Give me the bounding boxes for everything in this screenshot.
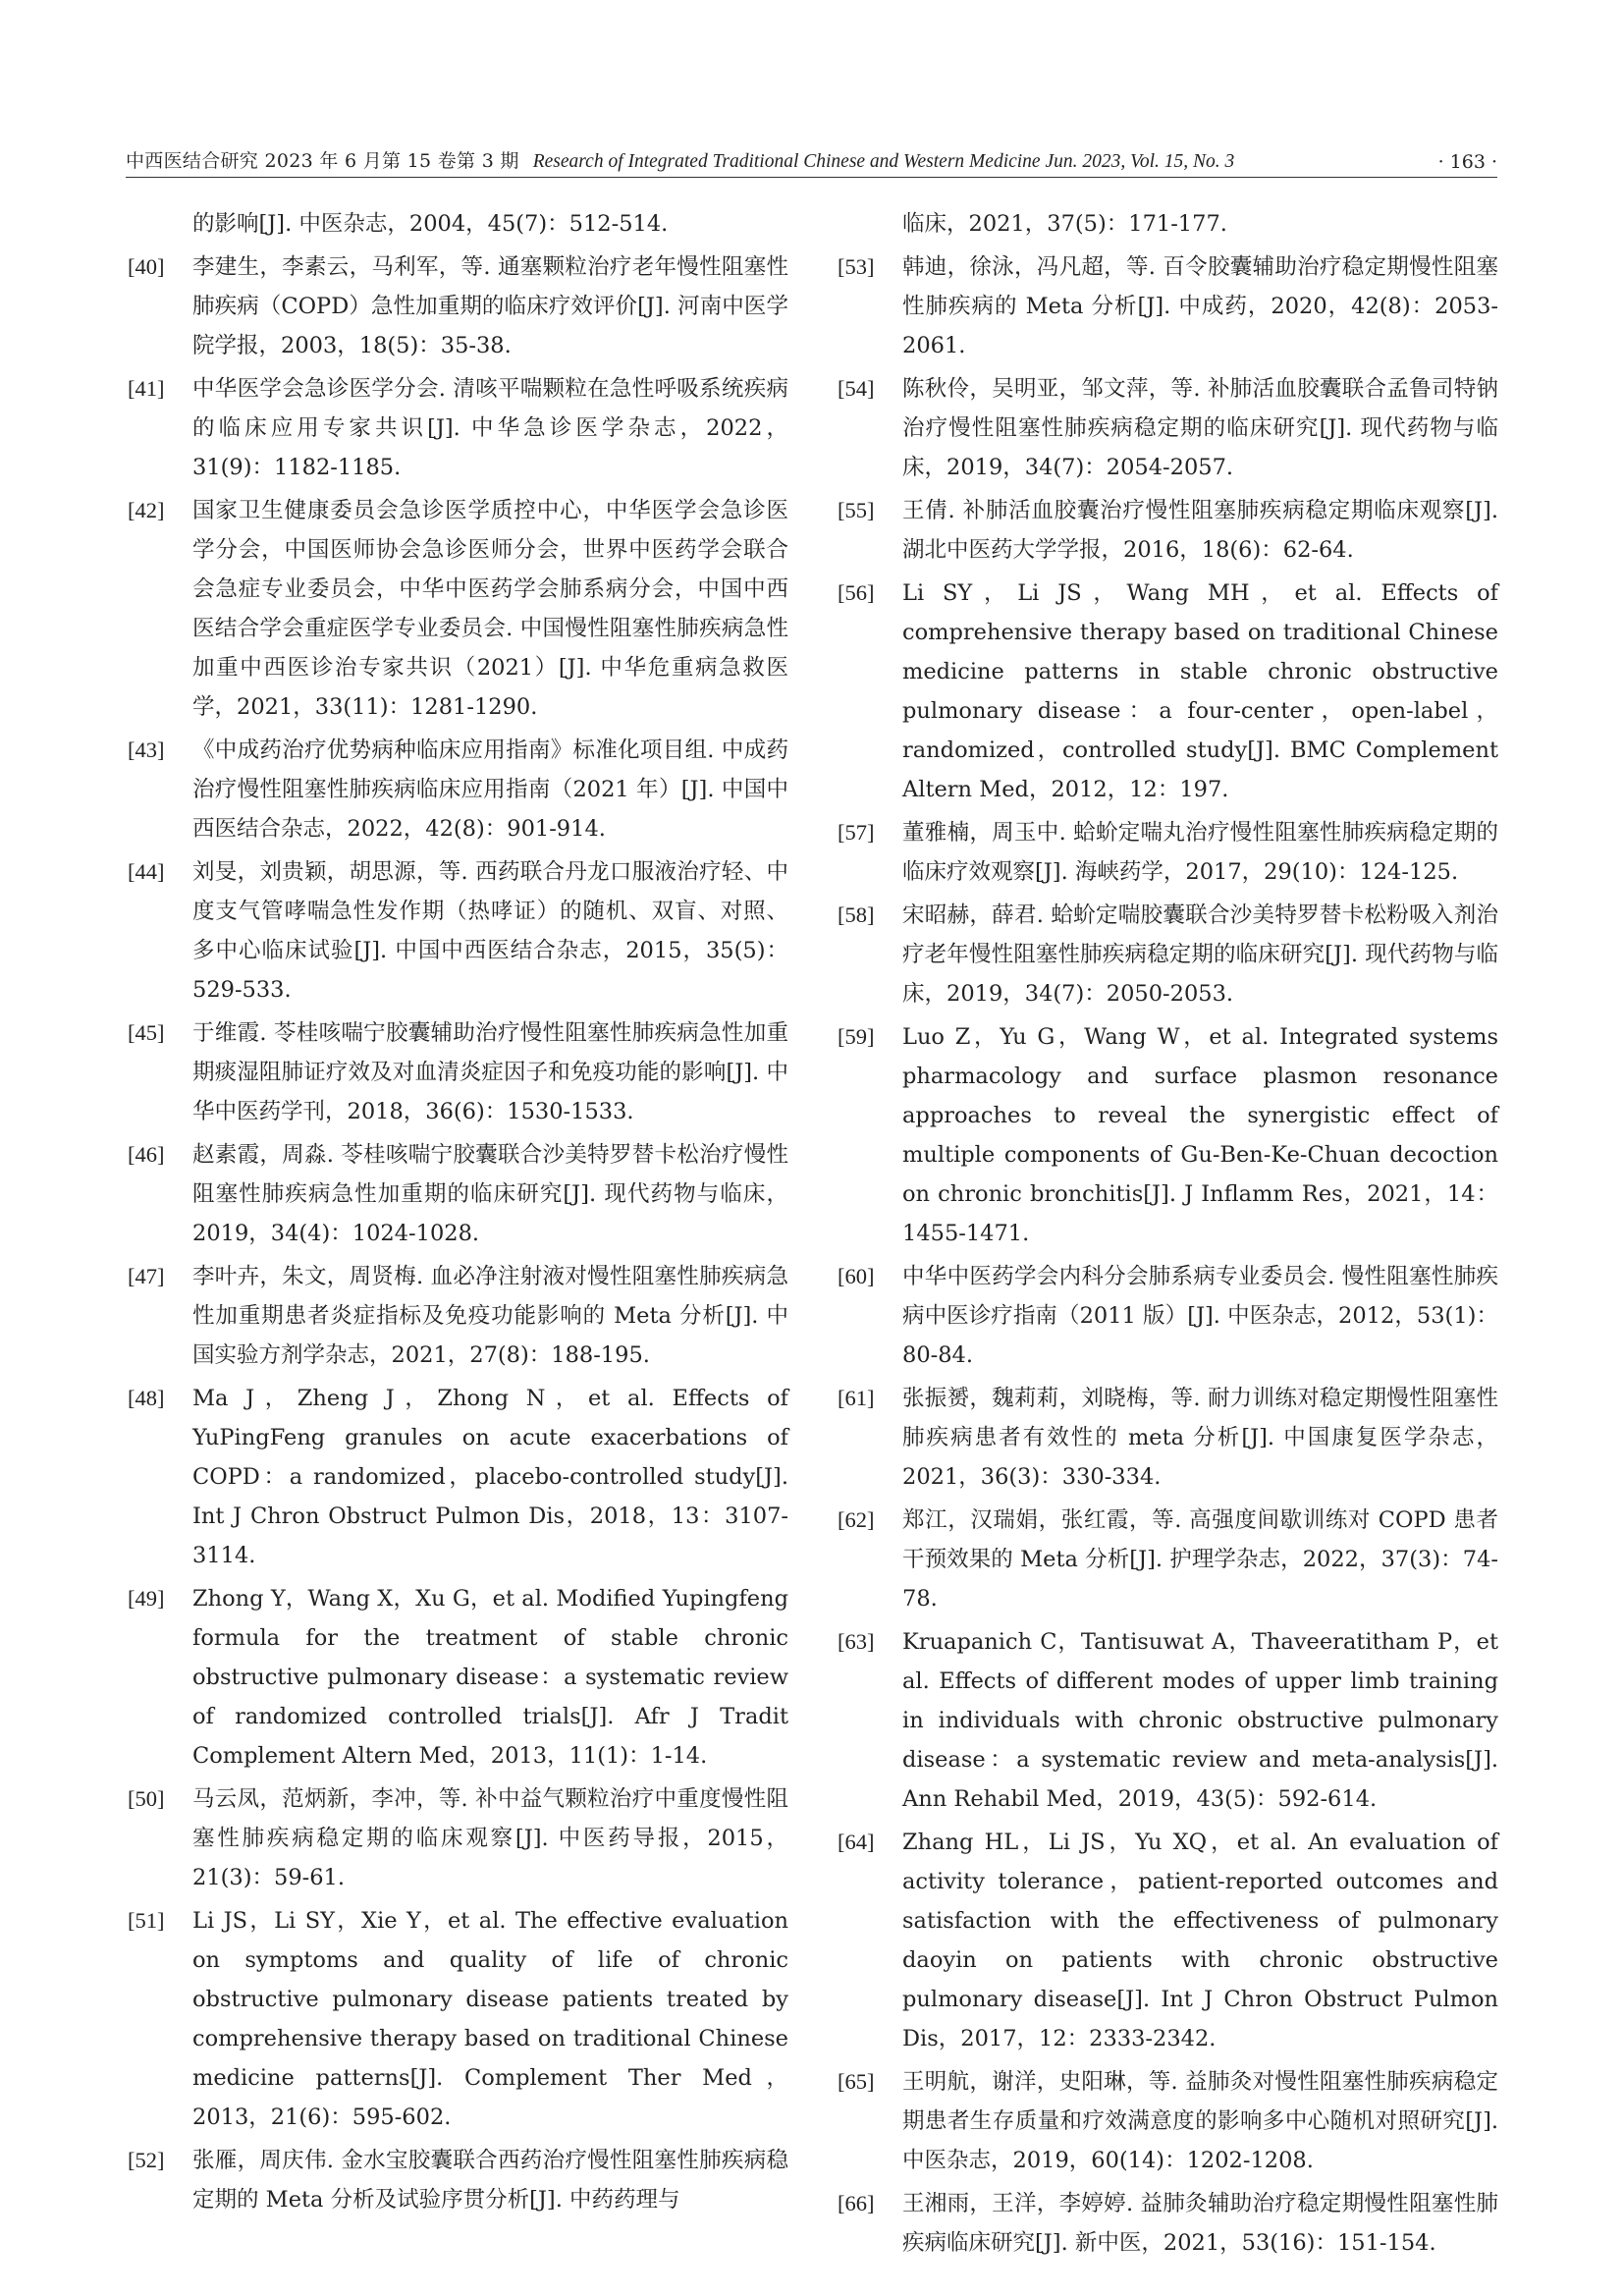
reference-entry [128, 1379, 788, 1575]
reference-entry [128, 247, 788, 365]
reference-text: 王湘雨，王洋，李婷婷. 益肺灸辅助治疗稳定期慢性阻塞性肺疾病临床研究[J]. 新中医，2021，53(16)：151-154. [902, 2191, 1498, 2256]
reference-text: Zhong Y，Wang X，Xu G，et al. Modified Yupingfeng formula for the treatment of stable chronic obstructive pulmonary disease：a systematic review of randomized controlled trials[J]. Afr J Tradit Complement Altern Med，2013，11(1)：1-14. [192, 1586, 788, 1769]
reference-number: [53] [838, 254, 875, 279]
reference-number: [58] [838, 902, 875, 927]
reference-text: 郑江，汉瑞娟，张红霞，等. 高强度间歇训练对 COPD 患者干预效果的 Meta 分析[J]. 护理学杂志，2022，37(3)：74-78. [902, 1507, 1498, 1612]
reference-text: 的影响[J]. 中医杂志，2004，45(7)：512-514. [192, 211, 669, 237]
reference-entry [838, 574, 1498, 809]
reference-number: [56] [838, 580, 875, 605]
reference-text: 国家卫生健康委员会急诊医学质控中心，中华医学会急诊医学分会，中国医师协会急诊医师分会，世界中医药学会联合会急症专业委员会，中华中医药学会肺系病分会，中国中西医结合学会重症医学专业委员会. 中国慢性阻塞性肺疾病急性加重中西医诊治专家共识（2021）[J]. 中华危重病急救医学，2021，33(11)：1281-1290. [192, 498, 788, 720]
reference-number: [45] [128, 1020, 165, 1045]
reference-entry [838, 247, 1498, 365]
reference-number: [40] [128, 254, 165, 279]
reference-entry [838, 369, 1498, 487]
reference-entry [838, 204, 1498, 244]
reference-entry [128, 1579, 788, 1776]
reference-entry [128, 731, 788, 848]
reference-number: [48] [128, 1386, 165, 1410]
reference-number: [54] [838, 376, 875, 401]
reference-text: 李叶卉，朱文，周贤梅. 血必净注射液对慢性阻塞性肺疾病急性加重期患者炎症指标及免疫功能影响的 Meta 分析[J]. 中国实验方剂学杂志，2021，27(8)：188-195. [192, 1264, 788, 1368]
reference-text: 张振赟，魏莉莉，刘晓梅，等. 耐力训练对稳定期慢性阻塞性肺疾病患者有效性的 meta 分析[J]. 中国康复医学杂志，2021，36(3)：330-334. [902, 1386, 1498, 1490]
reference-column-left [128, 204, 788, 2223]
reference-number: [43] [128, 738, 165, 762]
reference-entry [128, 1013, 788, 1131]
reference-entry [838, 1257, 1498, 1375]
reference-number: [61] [838, 1386, 875, 1410]
reference-number: [50] [128, 1786, 165, 1811]
reference-entry [838, 2062, 1498, 2180]
reference-entry [838, 1501, 1498, 1618]
reference-number: [52] [128, 2148, 165, 2172]
page-number: · 163 · [1437, 151, 1497, 173]
reference-number: [41] [128, 376, 165, 401]
reference-text: 赵素霞，周淼. 苓桂咳喘宁胶囊联合沙美特罗替卡松治疗慢性阻塞性肺疾病急性加重期的临床研究[J]. 现代药物与临床，2019，34(4)：1024-1028. [192, 1142, 788, 1246]
reference-text: 王明航，谢洋，史阳琳，等. 益肺灸对慢性阻塞性肺疾病稳定期患者生存质量和疗效满意度的影响多中心随机对照研究[J]. 中医杂志，2019，60(14)：1202-1208. [902, 2069, 1498, 2173]
reference-entry [838, 1379, 1498, 1497]
reference-number: [55] [838, 498, 875, 522]
reference-text: 刘旻，刘贵颖，胡思源，等. 西药联合丹龙口服液治疗轻、中度支气管哮喘急性发作期（热哮证）的随机、双盲、对照、多中心临床试验[J]. 中国中西医结合杂志，2015，35(5)：529-533. [192, 859, 788, 1003]
reference-entry [128, 852, 788, 1010]
journal-title-cn: 中西医结合研究 2023 年 6 月第 15 卷第 3 期 [126, 150, 519, 172]
reference-entry [838, 2184, 1498, 2263]
journal-info [126, 146, 1234, 173]
reference-text: 中华医学会急诊医学分会. 清咳平喘颗粒在急性呼吸系统疾病的临床应用专家共识[J]. 中华急诊医学杂志，2022，31(9)：1182-1185. [192, 376, 788, 480]
reference-text: 陈秋伶，吴明亚，邹文萍，等. 补肺活血胶囊联合孟鲁司特钠治疗慢性阻塞性肺疾病稳定期的临床研究[J]. 现代药物与临床，2019，34(7)：2054-2057. [902, 376, 1498, 480]
reference-entry [838, 896, 1498, 1013]
reference-text: Kruapanich C，Tantisuwat A，Thaveeratitham P，et al. Effects of different modes of upper limb training in individuals with chronic obstructive pulmonary disease：a systematic review and meta-analysis[J]. Ann Rehabil Med，2019，43(5)：592-614. [902, 1629, 1498, 1812]
reference-entry [128, 1779, 788, 1897]
reference-number: [66] [838, 2191, 875, 2215]
reference-entry [128, 2141, 788, 2219]
reference-number: [44] [128, 859, 165, 884]
reference-text: 于维霞. 苓桂咳喘宁胶囊辅助治疗慢性阻塞性肺疾病急性加重期痰湿阻肺证疗效及对血清炎症因子和免疫功能的影响[J]. 中华中医药学刊，2018，36(6)：1530-1533. [192, 1020, 788, 1124]
reference-text: 临床，2021，37(5)：171-177. [902, 211, 1227, 237]
reference-number: [63] [838, 1629, 875, 1654]
reference-entry [128, 1135, 788, 1253]
reference-number: [59] [838, 1024, 875, 1049]
reference-text: Li JS，Li SY，Xie Y，et al. The effective evaluation on symptoms and quality of life of chronic obstructive pulmonary disease patients treated by comprehensive therapy based on traditional Chinese medicine patterns[J]. Complement Ther Med，2013，21(6)：595-602. [192, 1908, 788, 2130]
journal-title-en: Research of Integrated Traditional Chinese and Western Medicine Jun. 2023, Vol. 15, No. 3 [532, 151, 1235, 172]
running-header [126, 139, 1497, 178]
reference-entry [128, 1901, 788, 2137]
reference-number: [42] [128, 498, 165, 522]
reference-number: [46] [128, 1142, 165, 1167]
reference-number: [51] [128, 1908, 165, 1933]
reference-text: 董雅楠，周玉中. 蛤蚧定喘丸治疗慢性阻塞性肺疾病稳定期的临床疗效观察[J]. 海峡药学，2017，29(10)：124-125. [902, 820, 1498, 885]
reference-text: 《中成药治疗优势病种临床应用指南》标准化项目组. 中成药治疗慢性阻塞性肺疾病临床应用指南（2021 年）[J]. 中国中西医结合杂志，2022，42(8)：901-914. [192, 738, 788, 842]
reference-entry [128, 1257, 788, 1375]
reference-entry [128, 491, 788, 727]
reference-entry [128, 369, 788, 487]
reference-text: 马云凤，范炳新，李冲，等. 补中益气颗粒治疗中重度慢性阻塞性肺疾病稳定期的临床观察[J]. 中医药导报，2015，21(3)：59-61. [192, 1786, 788, 1890]
reference-text: 中华中医药学会内科分会肺系病专业委员会. 慢性阻塞性肺疾病中医诊疗指南（2011 版）[J]. 中医杂志，2012，53(1)：80-84. [902, 1264, 1498, 1368]
reference-entry [838, 1823, 1498, 2058]
reference-number: [57] [838, 820, 875, 845]
reference-text: 张雁，周庆伟. 金水宝胶囊联合西药治疗慢性阻塞性肺疾病稳定期的 Meta 分析及试验序贯分析[J]. 中药药理与 [192, 2148, 788, 2213]
reference-entry [838, 491, 1498, 570]
reference-entry [838, 1622, 1498, 1819]
reference-number: [47] [128, 1264, 165, 1288]
reference-entry [838, 813, 1498, 892]
reference-number: [60] [838, 1264, 875, 1288]
reference-number: [49] [128, 1586, 165, 1611]
reference-entry [838, 1017, 1498, 1253]
reference-text: Li SY，Li JS，Wang MH，et al. Effects of comprehensive therapy based on traditional Chinese medicine patterns in stable chronic obstructive pulmonary disease：a four-center，open-label，randomized，controlled study[J]. BMC Complement Altern Med，2012，12：197. [902, 580, 1498, 802]
reference-text: 宋昭赫，薛君. 蛤蚧定喘胶囊联合沙美特罗替卡松粉吸入剂治疗老年慢性阻塞性肺疾病稳定期的临床研究[J]. 现代药物与临床，2019，34(7)：2050-2053. [902, 902, 1498, 1007]
reference-text: 韩迪，徐泳，冯凡超，等. 百令胶囊辅助治疗稳定期慢性阻塞性肺疾病的 Meta 分析[J]. 中成药，2020，42(8)：2053-2061. [902, 254, 1498, 358]
reference-text: 李建生，李素云，马利军，等. 通塞颗粒治疗老年慢性阻塞性肺疾病（COPD）急性加重期的临床疗效评价[J]. 河南中医学院学报，2003，18(5)：35-38. [192, 254, 788, 358]
reference-number: [65] [838, 2069, 875, 2094]
reference-number: [64] [838, 1830, 875, 1854]
reference-column-right [838, 204, 1498, 2267]
reference-text: Zhang HL，Li JS，Yu XQ，et al. An evaluation of activity tolerance，patient-reported outcomes and satisfaction with the effectiveness of pulmonary daoyin on patients with chronic obstructive pulmonary disease[J]. Int J Chron Obstruct Pulmon Dis，2017，12：2333-2342. [902, 1830, 1498, 2051]
reference-entry [128, 204, 788, 244]
reference-text: Luo Z，Yu G，Wang W，et al. Integrated systems pharmacology and surface plasmon resonance approaches to reveal the synergistic effect of multiple components of Gu-Ben-Ke-Chuan decoction on chronic bronchitis[J]. J Inflamm Res，2021，14：1455-1471. [902, 1024, 1498, 1246]
reference-text: 王倩. 补肺活血胶囊治疗慢性阻塞肺疾病稳定期临床观察[J]. 湖北中医药大学学报，2016，18(6)：62-64. [902, 498, 1498, 563]
reference-number: [62] [838, 1507, 875, 1532]
reference-text: Ma J，Zheng J，Zhong N，et al. Effects of YuPingFeng granules on acute exacerbations of COPD：a randomized，placebo-controlled study[J]. Int J Chron Obstruct Pulmon Dis，2018，13：3107-3114. [192, 1386, 788, 1568]
